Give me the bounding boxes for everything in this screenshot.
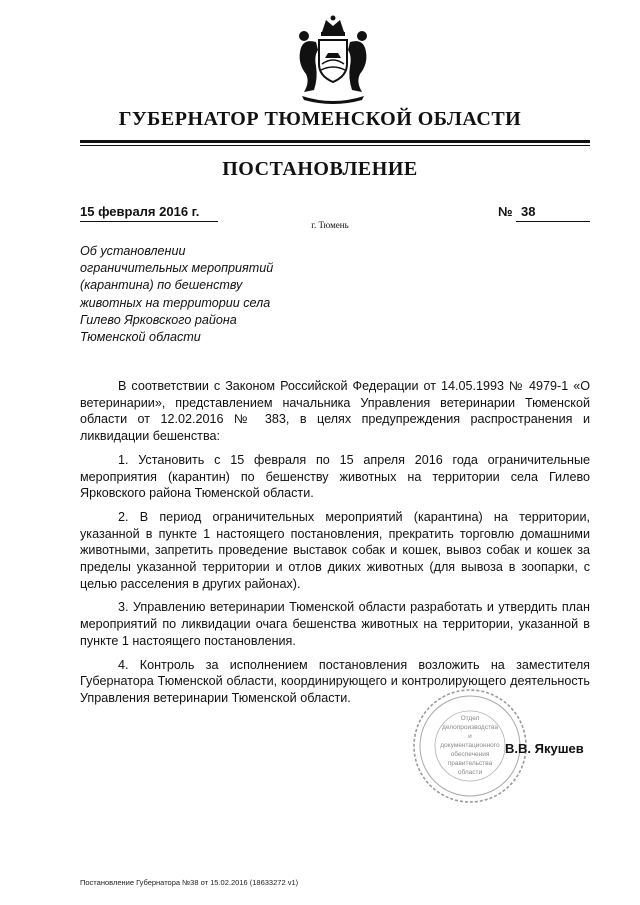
body-paragraph: 1. Установить с 15 февраля по 15 апреля 2016 года ограничительные мероприятия (карантин) по бешенству животных на территории села Гилево Ярковского района Тюменской области. <box>80 452 590 501</box>
body-paragraph: 2. В период ограничительных мероприятий (карантина) на территории, указанной в пункте 1 настоящего постановления, прекратить торговлю домашними животными, запретить проведение выставок собак и кошек, вывоз собак и кошек за пределы указанной территории и отлов диких животных (для вывоза в зоопарки, с целью расселения в других районах). <box>80 509 590 591</box>
document-body <box>80 378 590 714</box>
document-date: 15 февраля 2016 г. <box>80 204 200 219</box>
header-rule-thin <box>80 145 590 146</box>
number-label: № <box>498 204 513 219</box>
document-city: г. Тюмень <box>311 220 349 230</box>
header-rule-thick <box>80 140 590 143</box>
document-number: 38 <box>521 204 536 219</box>
tyumen-coat-of-arms-icon <box>292 12 374 106</box>
stamp-text: Отдел делопроизводства и документационного обеспечения правительства области <box>440 715 500 776</box>
signatory-name: В.В. Якушев <box>505 741 584 756</box>
document-subject: Об установлении ограничительных мероприятий (карантина) по бешенству животных на территории села Гилево Ярковского района Тюменской области <box>80 244 274 345</box>
body-paragraph: 4. Контроль за исполнением постановления возложить на заместителя Губернатора Тюменской области, координирующего и контролирующего деятельность Управления ветеринарии Тюменской области. <box>80 657 590 705</box>
body-paragraph: 3. Управлению ветеринарии Тюменской области разработать и утвердить план мероприятий по ликвидации очага бешенства животных на территории, указанной в пункте 1 настоящего постановления. <box>80 600 590 648</box>
document-footer: Постановление Губернатора №38 от 15.02.2016 (18633272 v1) <box>80 878 299 887</box>
governor-title: ГУБЕРНАТОР ТЮМЕНСКОЙ ОБЛАСТИ <box>118 108 522 130</box>
document-type: ПОСТАНОВЛЕНИЕ <box>222 158 418 180</box>
body-paragraph: В соответствии с Законом Российской Федерации от 14.05.1993 № 4979-1 «О ветеринарии», представлением начальника Управления ветеринарии Тюменской области от 12.02.2016 № 383, в целях предупреждения распространения и ликвидации бешенства: <box>80 379 590 444</box>
